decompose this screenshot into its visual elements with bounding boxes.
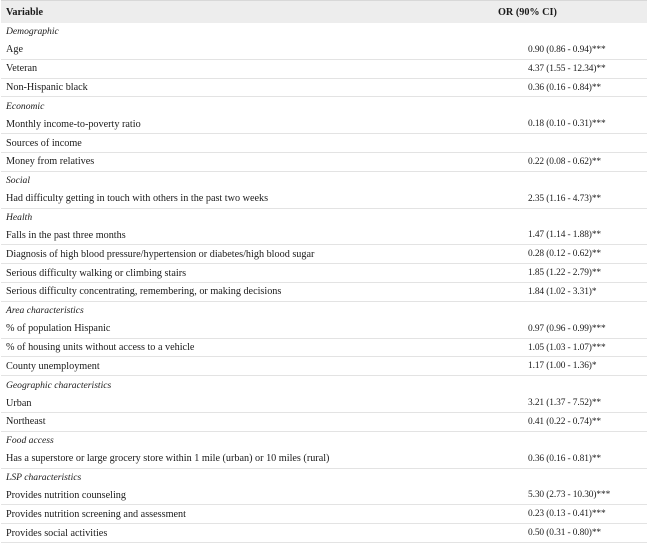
variable-label: Non-Hispanic black [6, 82, 88, 93]
table-row [1, 41, 647, 60]
odds-ratio-value: 0.28 (0.12 - 0.62)** [528, 249, 601, 260]
variable-label: Veteran [6, 63, 38, 75]
table-row [1, 60, 647, 79]
section-row [1, 97, 647, 115]
odds-ratio-value: 3.21 (1.37 - 7.52)** [528, 398, 601, 409]
section-label: Social [6, 175, 30, 187]
odds-ratio-value: 1.85 (1.22 - 2.79)** [528, 268, 601, 279]
variable-label: Provides nutrition screening and assessment [6, 508, 186, 520]
table-row [1, 226, 647, 245]
section-label: LSP characteristics [6, 472, 82, 484]
section-row [1, 209, 647, 227]
table-row [1, 134, 647, 153]
table-row [1, 413, 647, 432]
variable-label: Age [6, 44, 23, 56]
odds-ratio-value: 0.50 (0.31 - 0.80)** [528, 528, 601, 539]
table-row [1, 264, 647, 283]
section-row [1, 172, 647, 190]
odds-ratio-value: 1.05 (1.03 - 1.07)*** [528, 342, 606, 353]
section-label: Demographic [6, 26, 59, 38]
table-row [1, 153, 647, 172]
odds-ratio-value: 1.17 (1.00 - 1.36)* [528, 361, 597, 372]
section-label: Food access [6, 435, 54, 447]
table-row [1, 190, 647, 209]
variable-label: Had difficulty getting in touch with others in the past two weeks [6, 193, 269, 205]
odds-ratio-value: 1.84 (1.02 - 3.31)* [528, 286, 597, 297]
section-label: Economic [6, 100, 45, 112]
section-row [1, 376, 647, 394]
odds-ratio-value: 2.35 (1.16 - 4.73)** [528, 193, 601, 204]
odds-ratio-value: 4.37 (1.55 - 12.34)** [528, 63, 606, 74]
table-row [1, 283, 647, 302]
odds-ratio-table [1, 0, 647, 543]
section-label: Area characteristics [6, 305, 84, 317]
odds-ratio-value: 5.30 (2.73 - 10.30)*** [528, 490, 611, 501]
table-row [1, 486, 647, 505]
section-label: Geographic characteristics [6, 379, 112, 391]
table-row [1, 524, 647, 543]
odds-ratio-value: 0.22 (0.08 - 0.62)** [528, 156, 601, 167]
section-row [1, 469, 647, 487]
table-header [1, 0, 647, 23]
table-row [1, 245, 647, 264]
variable-label: Provides social activities [6, 527, 108, 539]
section-row [1, 432, 647, 450]
odds-ratio-value: 0.41 (0.22 - 0.74)** [528, 416, 601, 427]
table-body [1, 23, 647, 543]
variable-label: Sources of income [6, 137, 82, 149]
odds-ratio-value: 0.18 (0.10 - 0.31)*** [528, 119, 606, 130]
variable-label: Falls in the past three months [6, 229, 126, 241]
odds-ratio-value: 0.36 (0.16 - 0.84)** [528, 82, 601, 93]
variable-label: Monthly income-to-poverty ratio [6, 118, 141, 130]
variable-label: County unemployment [6, 360, 100, 372]
variable-label: Northeast [6, 416, 46, 428]
variable-label: Has a superstore or large grocery store within 1 mile (urban) or 10 miles (rural) [6, 453, 330, 465]
odds-ratio-value: 0.97 (0.96 - 0.99)*** [528, 323, 606, 334]
table-row [1, 394, 647, 413]
variable-label: Money from relatives [6, 156, 95, 168]
table-row [1, 505, 647, 524]
table-row [1, 79, 647, 98]
variable-label: Provides nutrition counseling [6, 489, 126, 501]
odds-ratio-value: 0.90 (0.86 - 0.94)*** [528, 44, 606, 55]
header-variable: Variable [6, 6, 43, 18]
section-row [1, 302, 647, 320]
odds-ratio-value: 0.23 (0.13 - 0.41)*** [528, 509, 606, 520]
variable-label: Urban [6, 397, 32, 409]
table-row [1, 450, 647, 469]
variable-label: Serious difficulty concentrating, remembering, or making decisions [6, 286, 282, 298]
variable-label: % of population Hispanic [6, 323, 111, 335]
odds-ratio-value: 1.47 (1.14 - 1.88)** [528, 230, 601, 241]
table-row [1, 115, 647, 134]
header-odds-ratio: OR (90% CI) [498, 6, 557, 18]
table-row [1, 339, 647, 358]
variable-label: Serious difficulty walking or climbing stairs [6, 267, 187, 279]
odds-ratio-value: 0.36 (0.16 - 0.81)** [528, 453, 601, 464]
section-label: Health [6, 212, 33, 224]
variable-label: Diagnosis of high blood pressure/hypertension or diabetes/high blood sugar [6, 248, 315, 260]
table-row [1, 320, 647, 339]
variable-label: % of housing units without access to a vehicle [6, 342, 195, 354]
section-row [1, 23, 647, 41]
table-row [1, 357, 647, 376]
